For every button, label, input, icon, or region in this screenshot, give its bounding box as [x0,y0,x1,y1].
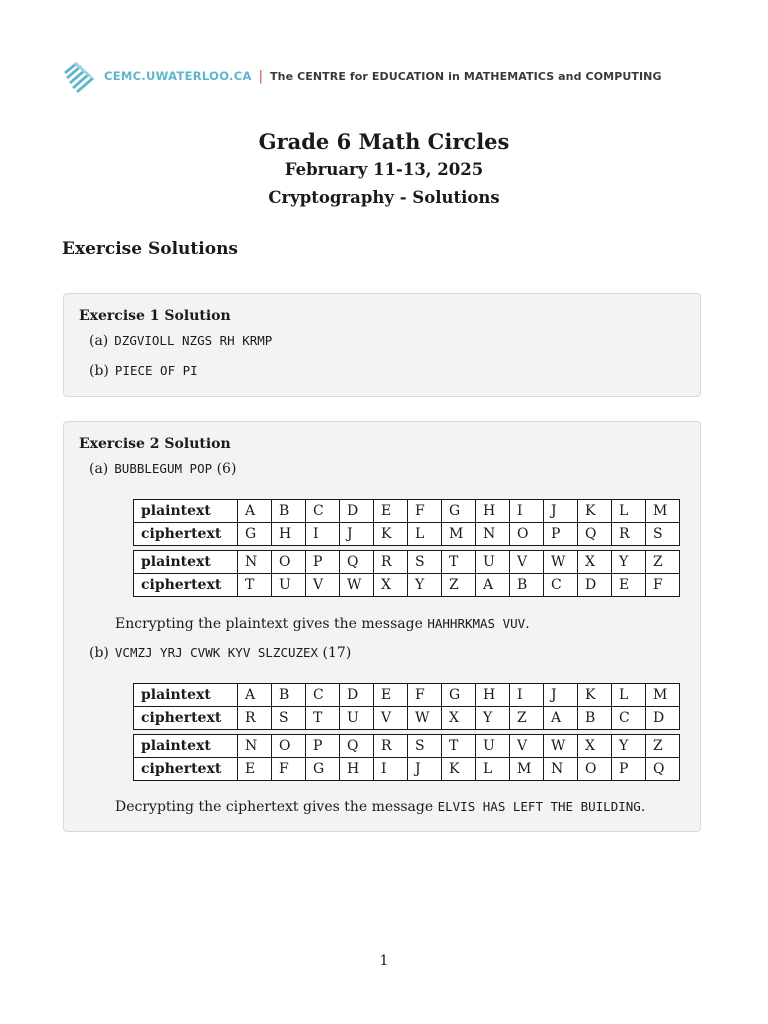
table-cell: D [340,684,374,707]
part-label: (b) [89,363,109,379]
table-cell: H [476,500,510,523]
table-cell: A [476,574,510,597]
table-cell: U [476,735,510,758]
table-cell: I [510,684,544,707]
result-suffix: . [525,616,530,632]
table-cell: Y [408,574,442,597]
cemc-logo-icon [62,58,98,94]
table-row [134,574,680,597]
table-cell: K [442,758,476,781]
table-cell: Z [510,707,544,730]
table-cell: A [238,684,272,707]
table-cell: R [238,707,272,730]
table-cell: I [374,758,408,781]
table-cell: Q [340,551,374,574]
part-answer: PIECE OF PI [114,363,198,378]
table-cell: L [612,500,646,523]
table-cell: E [374,684,408,707]
table-cell: O [510,523,544,546]
table-cell: N [238,551,272,574]
result-suffix: . [640,799,646,815]
part-text: VCMZJ YRJ CVWK KYV SLZCUZEX [114,645,319,660]
table-cell: I [306,523,340,546]
table-cell: P [612,758,646,781]
row-label: plaintext [134,684,238,707]
row-label: ciphertext [134,707,238,730]
table-cell: K [578,500,612,523]
table-cell: Q [340,735,374,758]
cipher-table-a-bottom [133,550,680,597]
cipher-table-b-bottom [133,734,680,781]
table-cell: F [646,574,680,597]
table-cell: G [442,500,476,523]
table-cell: C [612,707,646,730]
table-cell: G [238,523,272,546]
title-block [0,128,768,212]
table-row [134,735,680,758]
exercise-2-part-b [89,645,351,661]
table-cell: T [442,735,476,758]
cipher-table-a-top [133,499,680,546]
table-cell: M [442,523,476,546]
row-label: plaintext [134,500,238,523]
table-cell: E [374,500,408,523]
table-cell: B [272,500,306,523]
table-cell: Y [476,707,510,730]
table-cell: U [340,707,374,730]
table-cell: R [374,551,408,574]
table-cell: B [510,574,544,597]
row-label: ciphertext [134,758,238,781]
table-cell: O [578,758,612,781]
table-cell: V [374,707,408,730]
result-prefix: Decrypting the ciphertext gives the message [115,799,438,815]
table-cell: U [272,574,306,597]
exercise-2-box [63,421,701,832]
table-row [134,758,680,781]
table-cell: U [476,551,510,574]
table-cell: J [544,500,578,523]
result-message: HAHHRKMAS VUV [427,616,526,631]
table-cell: O [272,735,306,758]
table-cell: A [544,707,578,730]
cemc-header [62,58,722,94]
table-cell: V [510,551,544,574]
cemc-org-name: The CENTRE for EDUCATION in MATHEMATICS and COMPUTING [270,69,662,83]
table-cell: E [612,574,646,597]
table-cell: N [544,758,578,781]
table-cell: K [578,684,612,707]
table-cell: M [510,758,544,781]
table-row [134,500,680,523]
table-cell: A [238,500,272,523]
table-cell: Z [646,551,680,574]
page-number: 1 [379,953,389,969]
table-cell: D [646,707,680,730]
table-cell: D [578,574,612,597]
exercise-1-part-b [89,363,198,379]
exercise-1-title: Exercise 1 Solution [79,308,231,324]
table-cell: D [340,500,374,523]
part-answer: DZGVIOLL NZGS RH KRMP [114,333,273,348]
table-cell: E [238,758,272,781]
table-cell: Q [578,523,612,546]
table-cell: F [272,758,306,781]
page-subtitle: Cryptography - Solutions [268,188,500,207]
table-cell: T [306,707,340,730]
table-cell: H [476,684,510,707]
table-cell: Z [442,574,476,597]
table-cell: J [340,523,374,546]
row-label: ciphertext [134,574,238,597]
table-cell: X [374,574,408,597]
exercise-2-title: Exercise 2 Solution [79,436,231,452]
table-cell: C [306,500,340,523]
table-cell: R [612,523,646,546]
exercise-1-box [63,293,701,397]
table-cell: F [408,500,442,523]
exercise-2-part-a [89,461,236,477]
table-cell: H [272,523,306,546]
table-cell: Z [646,735,680,758]
table-cell: B [578,707,612,730]
page-title: Grade 6 Math Circles [258,129,510,154]
table-cell: P [544,523,578,546]
exercise-2-a-result [115,616,530,632]
table-cell: X [578,551,612,574]
exercise-1-part-a [89,333,272,349]
table-cell: S [646,523,680,546]
table-cell: G [442,684,476,707]
table-cell: C [306,684,340,707]
table-cell: F [408,684,442,707]
table-cell: S [408,551,442,574]
table-cell: R [374,735,408,758]
table-cell: J [408,758,442,781]
table-cell: K [374,523,408,546]
table-cell: M [646,684,680,707]
exercise-2-b-result [115,799,645,815]
cipher-table-b-top [133,683,680,730]
shift-key: (17) [322,645,352,661]
table-cell: N [476,523,510,546]
result-prefix: Encrypting the plaintext gives the message [115,616,428,632]
table-cell: B [272,684,306,707]
table-cell: S [272,707,306,730]
table-cell: I [510,500,544,523]
table-cell: L [612,684,646,707]
section-heading: Exercise Solutions [62,239,238,259]
table-cell: W [544,551,578,574]
table-row [134,551,680,574]
table-cell: P [306,735,340,758]
table-cell: M [646,500,680,523]
table-cell: N [238,735,272,758]
row-label: plaintext [134,735,238,758]
table-cell: J [544,684,578,707]
table-cell: P [306,551,340,574]
table-row [134,684,680,707]
result-message: ELVIS HAS LEFT THE BUILDING [437,799,641,814]
table-cell: Y [612,551,646,574]
table-cell: G [306,758,340,781]
part-text: BUBBLEGUM POP [114,461,213,476]
table-row [134,707,680,730]
cemc-url[interactable]: CEMC.UWATERLOO.CA [104,69,252,83]
row-label: plaintext [134,551,238,574]
table-cell: V [306,574,340,597]
part-label: (b) [89,645,109,661]
table-cell: X [578,735,612,758]
part-label: (a) [89,333,109,349]
shift-key: (6) [216,461,237,477]
table-cell: Y [612,735,646,758]
table-cell: W [544,735,578,758]
table-cell: X [442,707,476,730]
table-cell: C [544,574,578,597]
table-cell: H [340,758,374,781]
table-cell: L [408,523,442,546]
part-label: (a) [89,461,109,477]
table-row [134,523,680,546]
table-cell: T [238,574,272,597]
table-cell: W [408,707,442,730]
table-cell: T [442,551,476,574]
row-label: ciphertext [134,523,238,546]
table-cell: V [510,735,544,758]
header-separator: | [258,68,264,84]
table-cell: W [340,574,374,597]
page-date: February 11-13, 2025 [284,160,484,179]
table-cell: L [476,758,510,781]
table-cell: Q [646,758,680,781]
table-cell: S [408,735,442,758]
table-cell: O [272,551,306,574]
